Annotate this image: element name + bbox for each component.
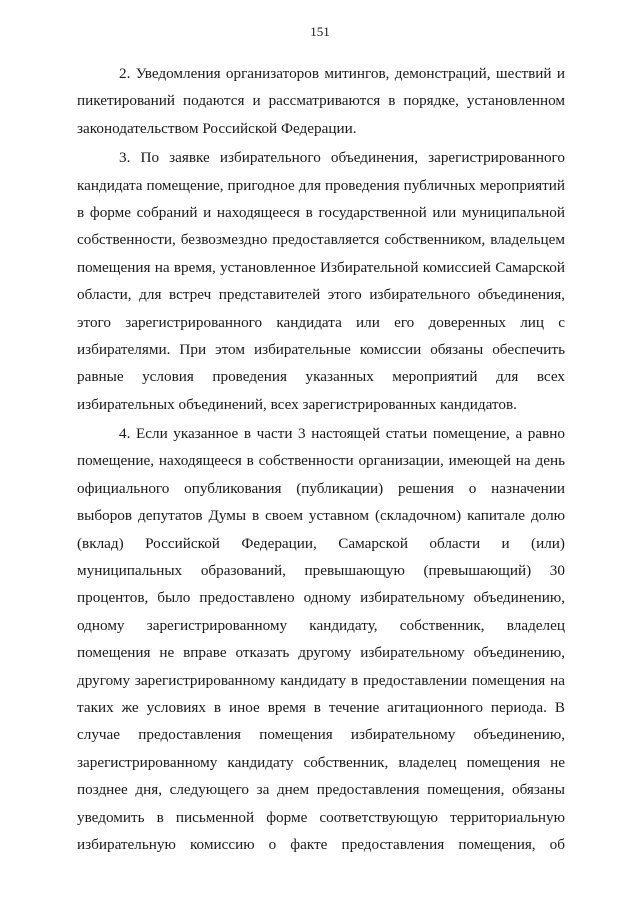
text-line: 4. Если указанное в части 3 настоящей статьи помещение, а равно xyxy=(119,425,565,443)
text-line: области, для встреч представителей этого избирательного объединения, xyxy=(77,286,565,304)
text-line: процентов, было предоставлено одному избирательному объединению, xyxy=(77,589,565,607)
text-line: одному зарегистрированному кандидату, собственник, владелец xyxy=(77,616,565,634)
paragraph-2 xyxy=(77,60,565,142)
text-line: избирательных объединений, всех зарегистрированных кандидатов. xyxy=(77,395,517,413)
text-line: помещения на время, установленное Избирательной комиссией Самарской xyxy=(77,258,565,276)
text-line: 2. Уведомления организаторов митингов, демонстраций, шествий и xyxy=(119,65,565,82)
text-line: выборов депутатов Думы в своем уставном (складочном) капитале долю xyxy=(77,507,565,525)
text-line: другому зарегистрированному кандидату в предоставлении помещения на xyxy=(77,671,565,689)
text-line: (вклад) Российской Федерации, Самарской области и (или) xyxy=(77,534,565,552)
text-line: позднее дня, следующего за днем предоставления помещения, обязаны xyxy=(77,781,565,799)
text-line: таких же условиях в иное время в течение агитационного периода. В xyxy=(77,698,565,716)
text-line: избирателями. При этом избирательные комиссии обязаны обеспечить xyxy=(77,340,565,358)
text-line: официального опубликования (публикации) решения о назначении xyxy=(77,479,565,497)
text-line: случае предоставления помещения избирательному объединению, xyxy=(77,726,565,744)
text-line: кандидата помещение, пригодное для проведения публичных мероприятий xyxy=(77,176,565,194)
text-line: избирательную комиссию о факте предоставления помещения, об xyxy=(77,835,565,853)
text-line: 3. По заявке избирательного объединения, зарегистрированного xyxy=(119,149,565,167)
paragraph-4 xyxy=(77,420,565,858)
text-line: помещения не вправе отказать другому избирательному объединению, xyxy=(77,644,565,662)
text-line: этого зарегистрированного кандидата или его доверенных лиц с xyxy=(77,313,565,331)
text-line: собственности, безвозмездно предоставляется собственником, владельцем xyxy=(77,231,565,249)
text-line: пикетирований подаются и рассматриваются в порядке, установленном xyxy=(77,92,565,110)
paragraph-3 xyxy=(77,144,565,418)
text-line: в форме собраний и находящееся в государственной или муниципальной xyxy=(77,203,565,221)
text-line: зарегистрированному кандидату собственник, владелец помещения не xyxy=(77,753,565,771)
document-body xyxy=(77,60,565,858)
text-line: уведомить в письменной форме соответствующую территориальную xyxy=(77,808,565,826)
text-line: равные условия проведения указанных мероприятий для всех xyxy=(77,368,565,386)
text-line: муниципальных образований, превышающую (превышающий) 30 xyxy=(77,562,565,580)
text-line: законодательством Российской Федерации. xyxy=(77,119,357,137)
page-number: 151 xyxy=(310,24,330,39)
text-line: помещение, находящееся в собственности организации, имеющей на день xyxy=(77,452,565,470)
